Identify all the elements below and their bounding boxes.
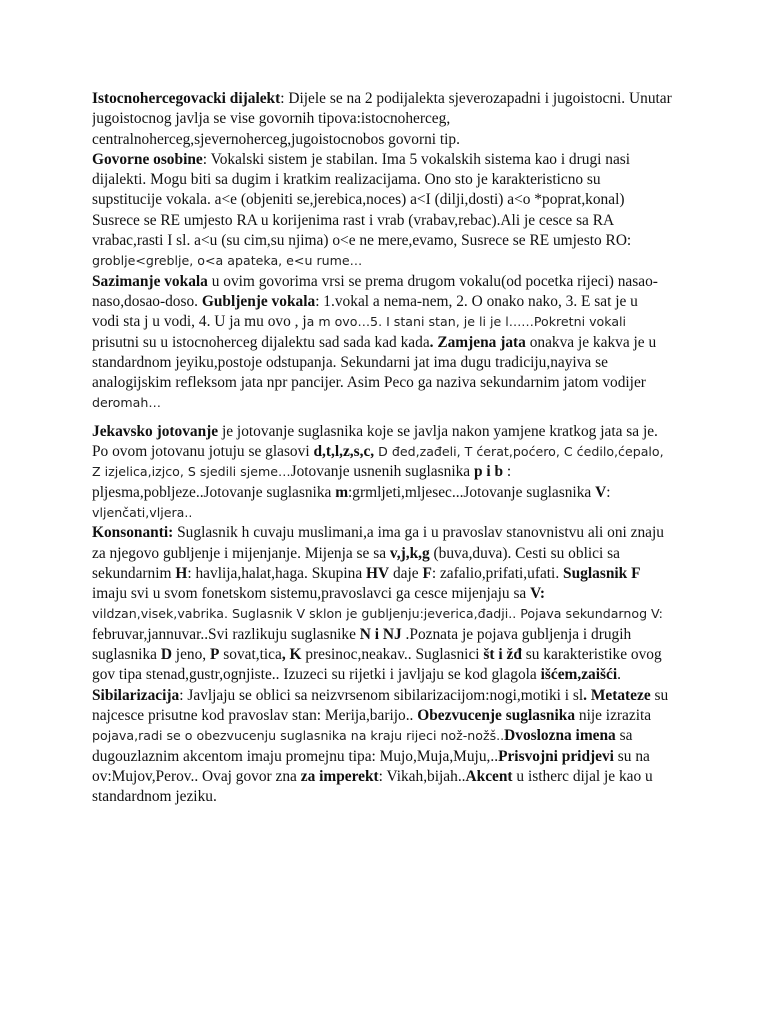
text-run: :grmljeti,mljesec...Jotovanje suglasnika — [348, 483, 596, 501]
text-line — [92, 544, 684, 564]
text-run: u ovim govorima vrsi se prema drugom vokalu(od pocetka rijeci) nasao- — [207, 272, 658, 290]
heading-sibilarization: Sibilarizacija — [92, 686, 180, 704]
text-line — [92, 442, 684, 462]
text-run: pljesma,pobljeze..Jotovanje suglasnika — [92, 483, 336, 501]
text-run: gov tipa stenad,gustr,ognjiste.. Izuzeci su rijetki i javljaju se kod glagola — [92, 666, 541, 684]
text-run: ov:Mujov,Perov.. Ovaj govor zna — [92, 767, 301, 785]
text-line — [92, 767, 684, 787]
text-line — [92, 393, 684, 413]
heading-vowel-loss: Gubljenje vokala — [201, 292, 316, 310]
text-line — [92, 625, 684, 645]
text-run: suglasnika — [92, 646, 161, 664]
text-run: D đed,zađeli, T ćerat,poćero, C ćedilo,ćepalo, — [374, 444, 664, 460]
text-run: onakva je kakva je u — [525, 333, 657, 351]
text-run: Z izjelica,izjco, S sjedili sjeme… — [92, 464, 291, 480]
text-run: : — [606, 483, 611, 501]
text-run: D — [160, 646, 172, 664]
text-line — [92, 211, 684, 231]
text-line — [92, 686, 684, 706]
text-run: : Vokalski sistem je stabilan. Ima 5 vokalskih sistema kao i drugi nasi — [202, 150, 631, 168]
text-run: naso,dosao-doso. — [92, 292, 202, 310]
text-line — [92, 333, 684, 353]
text-run: m — [335, 483, 349, 501]
text-line — [92, 645, 684, 665]
text-run: deromah… — [92, 395, 161, 411]
text-run: (buva,duva). Cesti su oblici sa — [429, 544, 620, 562]
text-run: jugoistocnog javlja se vise govornih tipova:istocnoherceg, — [92, 110, 451, 128]
text-run: . — [617, 666, 621, 684]
heading-vowel-contraction: Sazimanje vokala — [92, 272, 208, 290]
text-run: sekundarnim — [92, 564, 176, 582]
text-line — [92, 373, 684, 393]
heading-metathesis: . Metateze — [583, 686, 651, 704]
text-run: .Poznata je pojava gubljenja i drugih — [401, 625, 632, 643]
text-run: Jotovanje usnenih suglasnika — [290, 463, 474, 481]
text-run: su karakteristike ovog — [521, 646, 662, 664]
text-run: groblje<greblje, o<a apateka, e<u rume… — [92, 253, 363, 269]
paragraph-jotation — [92, 422, 684, 808]
text-run: imaju svi u svom fonetskom sistemu,pravoslavci ga cesce mijenjaju sa — [92, 585, 531, 603]
text-line — [92, 564, 684, 584]
text-run: F — [422, 564, 432, 582]
text-line — [92, 706, 684, 726]
text-run: : zafalio,prifati,ufati. — [431, 564, 564, 582]
heading-dialect: Istocnohercegovacki dijalekt — [92, 90, 281, 107]
text-run: vrabac,rasti I sl. a<u (su cim,su njima) o<e ne mere,evamo, Susrece se RE umjesto RO: — [92, 232, 632, 250]
text-run: sa — [615, 727, 633, 745]
text-run: : Vikah,bijah.. — [378, 767, 466, 785]
text-run: su — [650, 686, 669, 704]
text-line — [92, 170, 684, 190]
text-run: vildzan,visek,vabrika. Suglasnik V sklon je gubljenju:jeverica,đadji.. Pojava sekundarnog V: — [92, 606, 663, 622]
text-run: V: — [530, 585, 545, 603]
text-run: analogijskim refleksom jata npr pancijer. Asim Peco ga naziva sekundarnim jatom vodijer — [92, 374, 646, 392]
text-line — [92, 292, 684, 312]
heading-imperfect: za imperekt — [300, 767, 379, 785]
text-run: su na — [613, 747, 650, 765]
text-run: : Dijele se na 2 podijalekta sjeverozapadni i jugoistocni. Unutar — [280, 90, 672, 107]
text-run: u istherc dijal je kao u — [512, 767, 653, 785]
text-line — [92, 190, 684, 210]
text-run: HV — [366, 564, 390, 582]
heading-consonants: Konsonanti: — [92, 524, 174, 542]
text-run: sovat,tica — [219, 646, 282, 664]
text-line — [92, 231, 684, 251]
text-run: nije izrazita — [575, 706, 652, 724]
text-run: Suglasnik F — [563, 564, 641, 582]
text-run: supstitucije vokala. a<e (objeniti se,jerebica,noces) a<I (dilji,dosti) a<o *poprat,konal) — [92, 191, 625, 209]
text-line — [92, 503, 684, 523]
text-run: Po ovom jotovanu jotuju se glasovi — [92, 443, 314, 461]
text-line — [92, 787, 684, 807]
text-run: Susrece se RE umjesto RA u korijenima rast i vrab (vrabav,rebac).Ali je cesce sa RA — [92, 211, 615, 229]
text-run: št i žđ — [483, 646, 522, 664]
text-run: H — [175, 564, 188, 582]
text-run: N i NJ — [359, 625, 402, 643]
text-run: dijalekti. Mogu biti sa dugim i kratkim realizacijama. Ono sto je karakteristicno su — [92, 171, 601, 189]
text-line — [92, 483, 684, 503]
paragraph-dialect-intro — [92, 89, 684, 414]
text-run: jeno, — [171, 646, 210, 664]
text-run: : 1.vokal a nema-nem, 2. O onako nako, 3. E sat je u — [315, 292, 638, 310]
text-run: daje — [389, 564, 423, 582]
heading-possessive-adjectives: Prisvojni pridjevi — [498, 747, 614, 765]
text-run: Suglasnik h cuvaju muslimani,a ima ga i u pravoslav stanovnistvu ali oni znaju — [173, 524, 664, 542]
text-run: najcesce prisutne kod pravoslav stan: Merija,barijo.. — [92, 706, 418, 724]
text-line — [92, 747, 684, 767]
text-line — [92, 584, 684, 604]
text-line — [92, 251, 684, 271]
text-line — [92, 130, 684, 150]
heading-devoicing: Obezvucenje suglasnika — [417, 706, 576, 724]
text-line — [92, 150, 684, 170]
text-line — [92, 89, 684, 109]
text-run: : havlija,halat,haga. Skupina — [187, 564, 366, 582]
text-line — [92, 312, 684, 332]
text-run: išćem,zaišći — [540, 666, 618, 684]
text-run: februvar,jannuvar..Svi razlikuju suglasnike — [92, 625, 360, 643]
text-run: , K — [281, 646, 302, 664]
text-run: vodi sta j u vodi, 4. U ja mu ovo , j — [92, 313, 307, 331]
heading-disyllabic-names: Dvoslozna imena — [504, 727, 616, 745]
heading-jat-replacement: . Zamjena jata — [429, 333, 526, 351]
text-run: V — [595, 483, 607, 501]
text-run: v,j,k,g — [389, 544, 430, 562]
text-run: vljenčati,vljera.. — [92, 504, 193, 520]
text-run: d,t,l,z,s,c, — [313, 443, 375, 461]
heading-speech-features: Govorne osobine — [92, 150, 203, 168]
text-run: centralnoherceg,sjevernoherceg,jugoistocnobos govorni tip. — [92, 130, 460, 148]
text-line — [92, 523, 684, 543]
text-line — [92, 109, 684, 129]
text-run: standardnom jeziku. — [92, 788, 217, 806]
text-run: je jotovanje suglasnika koje se javlja nakon yamjene kratkog jata sa je. — [218, 422, 658, 440]
text-run: pojava,radi se o obezvucenju suglasnika na kraju rijeci nož-nožš.. — [92, 728, 505, 744]
text-run: : Javljaju se oblici sa neizvrsenom sibilarizacijom:nogi,motiki i sl — [179, 686, 584, 704]
text-run: : — [503, 463, 512, 481]
text-run: dugouzlaznim akcentom imaju promejnu tipa: Mujo,Muja,Muju,.. — [92, 747, 499, 765]
text-run: presinoc,neakav.. Suglasnici — [301, 646, 484, 664]
text-run: p i b — [473, 463, 504, 481]
text-run: za njegovo gubljenje i mijenjanje. Mijenja se sa — [92, 544, 390, 562]
text-line — [92, 272, 684, 292]
text-line — [92, 726, 684, 746]
text-line — [92, 604, 684, 624]
heading-accent: Akcent — [465, 767, 513, 785]
text-line — [92, 422, 684, 442]
text-line — [92, 462, 684, 482]
text-run: prisutni su u istocnoherceg dijalektu sad sada kad kada — [92, 333, 430, 351]
heading-jekavian-jotation: Jekavsko jotovanje — [92, 422, 219, 440]
text-run: P — [210, 646, 220, 664]
text-line — [92, 353, 684, 373]
text-line — [92, 665, 684, 685]
text-run: standardnom jeyiku,postoje odstupanja. Sekundarni jat ima dugu tradiciju,nayiva se — [92, 353, 608, 371]
text-run: a m ovo…5. I stani stan, je li je l……Pokretni vokali — [306, 314, 627, 330]
